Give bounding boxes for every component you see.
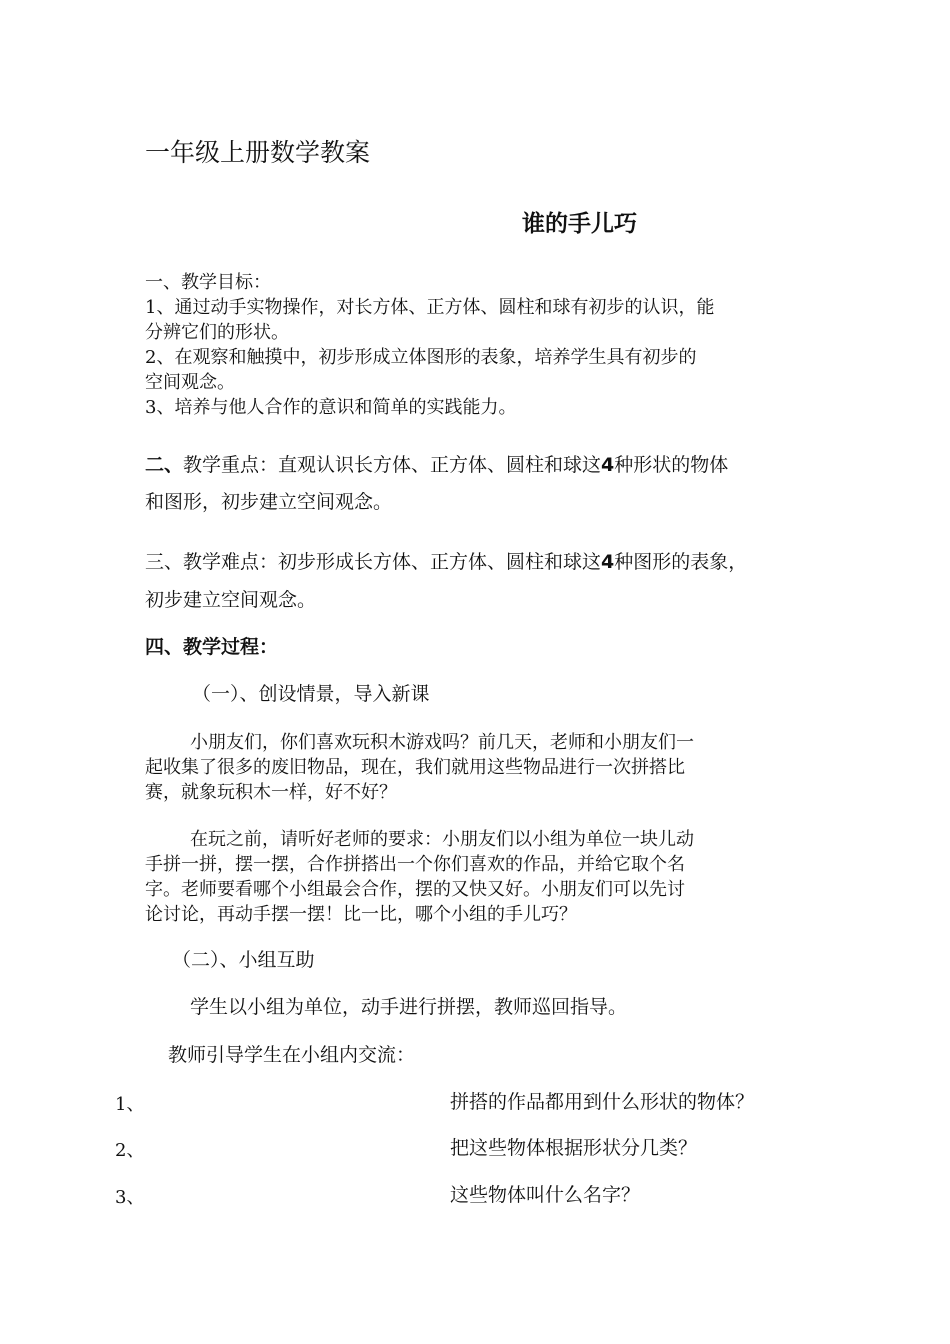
process-heading: 四、教学过程： (145, 636, 279, 658)
paragraph-line: 教师引导学生在小组内交流： (168, 1044, 416, 1066)
question-number: 1、 (115, 1094, 145, 1115)
objective-line: 1、通过动手实物操作，对长方体、正方体、圆柱和球有初步的认识，能 (145, 297, 715, 318)
paragraph-line: 在玩之前，请听好老师的要求：小朋友们以小组为单位一块儿动 (190, 829, 694, 850)
objective-line: 空间观念。 (145, 372, 235, 393)
lesson-title: 谁的手儿巧 (522, 210, 637, 237)
question-number: 3、 (115, 1187, 145, 1208)
key-points-text-a: 教学重点：直观认识长方体、正方体、圆柱和球这 (183, 454, 602, 476)
difficulties-line-2: 初步建立空间观念。 (145, 589, 317, 611)
document-title: 一年级上册数学教案 (145, 138, 371, 167)
question-number: 2、 (115, 1140, 145, 1161)
paragraph-line: 手拼一拼，摆一摆，合作拼搭出一个你们喜欢的作品，并给它取个名 (145, 854, 685, 875)
key-points-prefix: 二、 (145, 454, 184, 476)
paragraph-line: 学生以小组为单位，动手进行拼摆，教师巡回指导。 (190, 996, 628, 1018)
process-section-2: （二）、小组互助 (172, 949, 315, 971)
question-text: 把这些物体根据形状分几类？ (450, 1137, 698, 1159)
difficulties-text-b: 种图形的表象， (614, 551, 748, 573)
difficulties-line-1 (145, 550, 747, 575)
objective-line: 分辨它们的形状。 (145, 322, 289, 343)
difficulties-text-a: 三、教学难点：初步形成长方体、正方体、圆柱和球这 (145, 551, 602, 573)
question-text: 拼搭的作品都用到什么形状的物体？ (450, 1091, 755, 1113)
paragraph-line: 赛，就象玩积木一样，好不好？ (145, 782, 397, 803)
key-points-line-2: 和图形，初步建立空间观念。 (145, 491, 393, 513)
key-points-text-b: 种形状的物体 (614, 454, 729, 476)
objective-line: 2、在观察和触摸中，初步形成立体图形的表象，培养学生具有初步的 (145, 347, 697, 368)
question-text: 这些物体叫什么名字？ (450, 1184, 641, 1206)
objectives-heading: 一、教学目标： (145, 272, 271, 293)
paragraph-line: 字。老师要看哪个小组最会合作，摆的又快又好。小朋友们可以先讨 (145, 879, 685, 900)
paragraph-line: 起收集了很多的废旧物品，现在，我们就用这些物品进行一次拼搭比 (145, 757, 685, 778)
process-section-1: （一）、创设情景，导入新课 (192, 683, 430, 705)
objective-line: 3、培养与他人合作的意识和简单的实践能力。 (145, 397, 517, 418)
key-points-line-1 (145, 453, 728, 478)
difficulties-number: 4 (601, 551, 615, 573)
paragraph-line: 小朋友们，你们喜欢玩积木游戏吗？前几天，老师和小朋友们一 (190, 732, 694, 753)
key-points-number: 4 (601, 454, 615, 476)
paragraph-line: 论讨论，再动手摆一摆！比一比，哪个小组的手儿巧？ (145, 904, 577, 925)
